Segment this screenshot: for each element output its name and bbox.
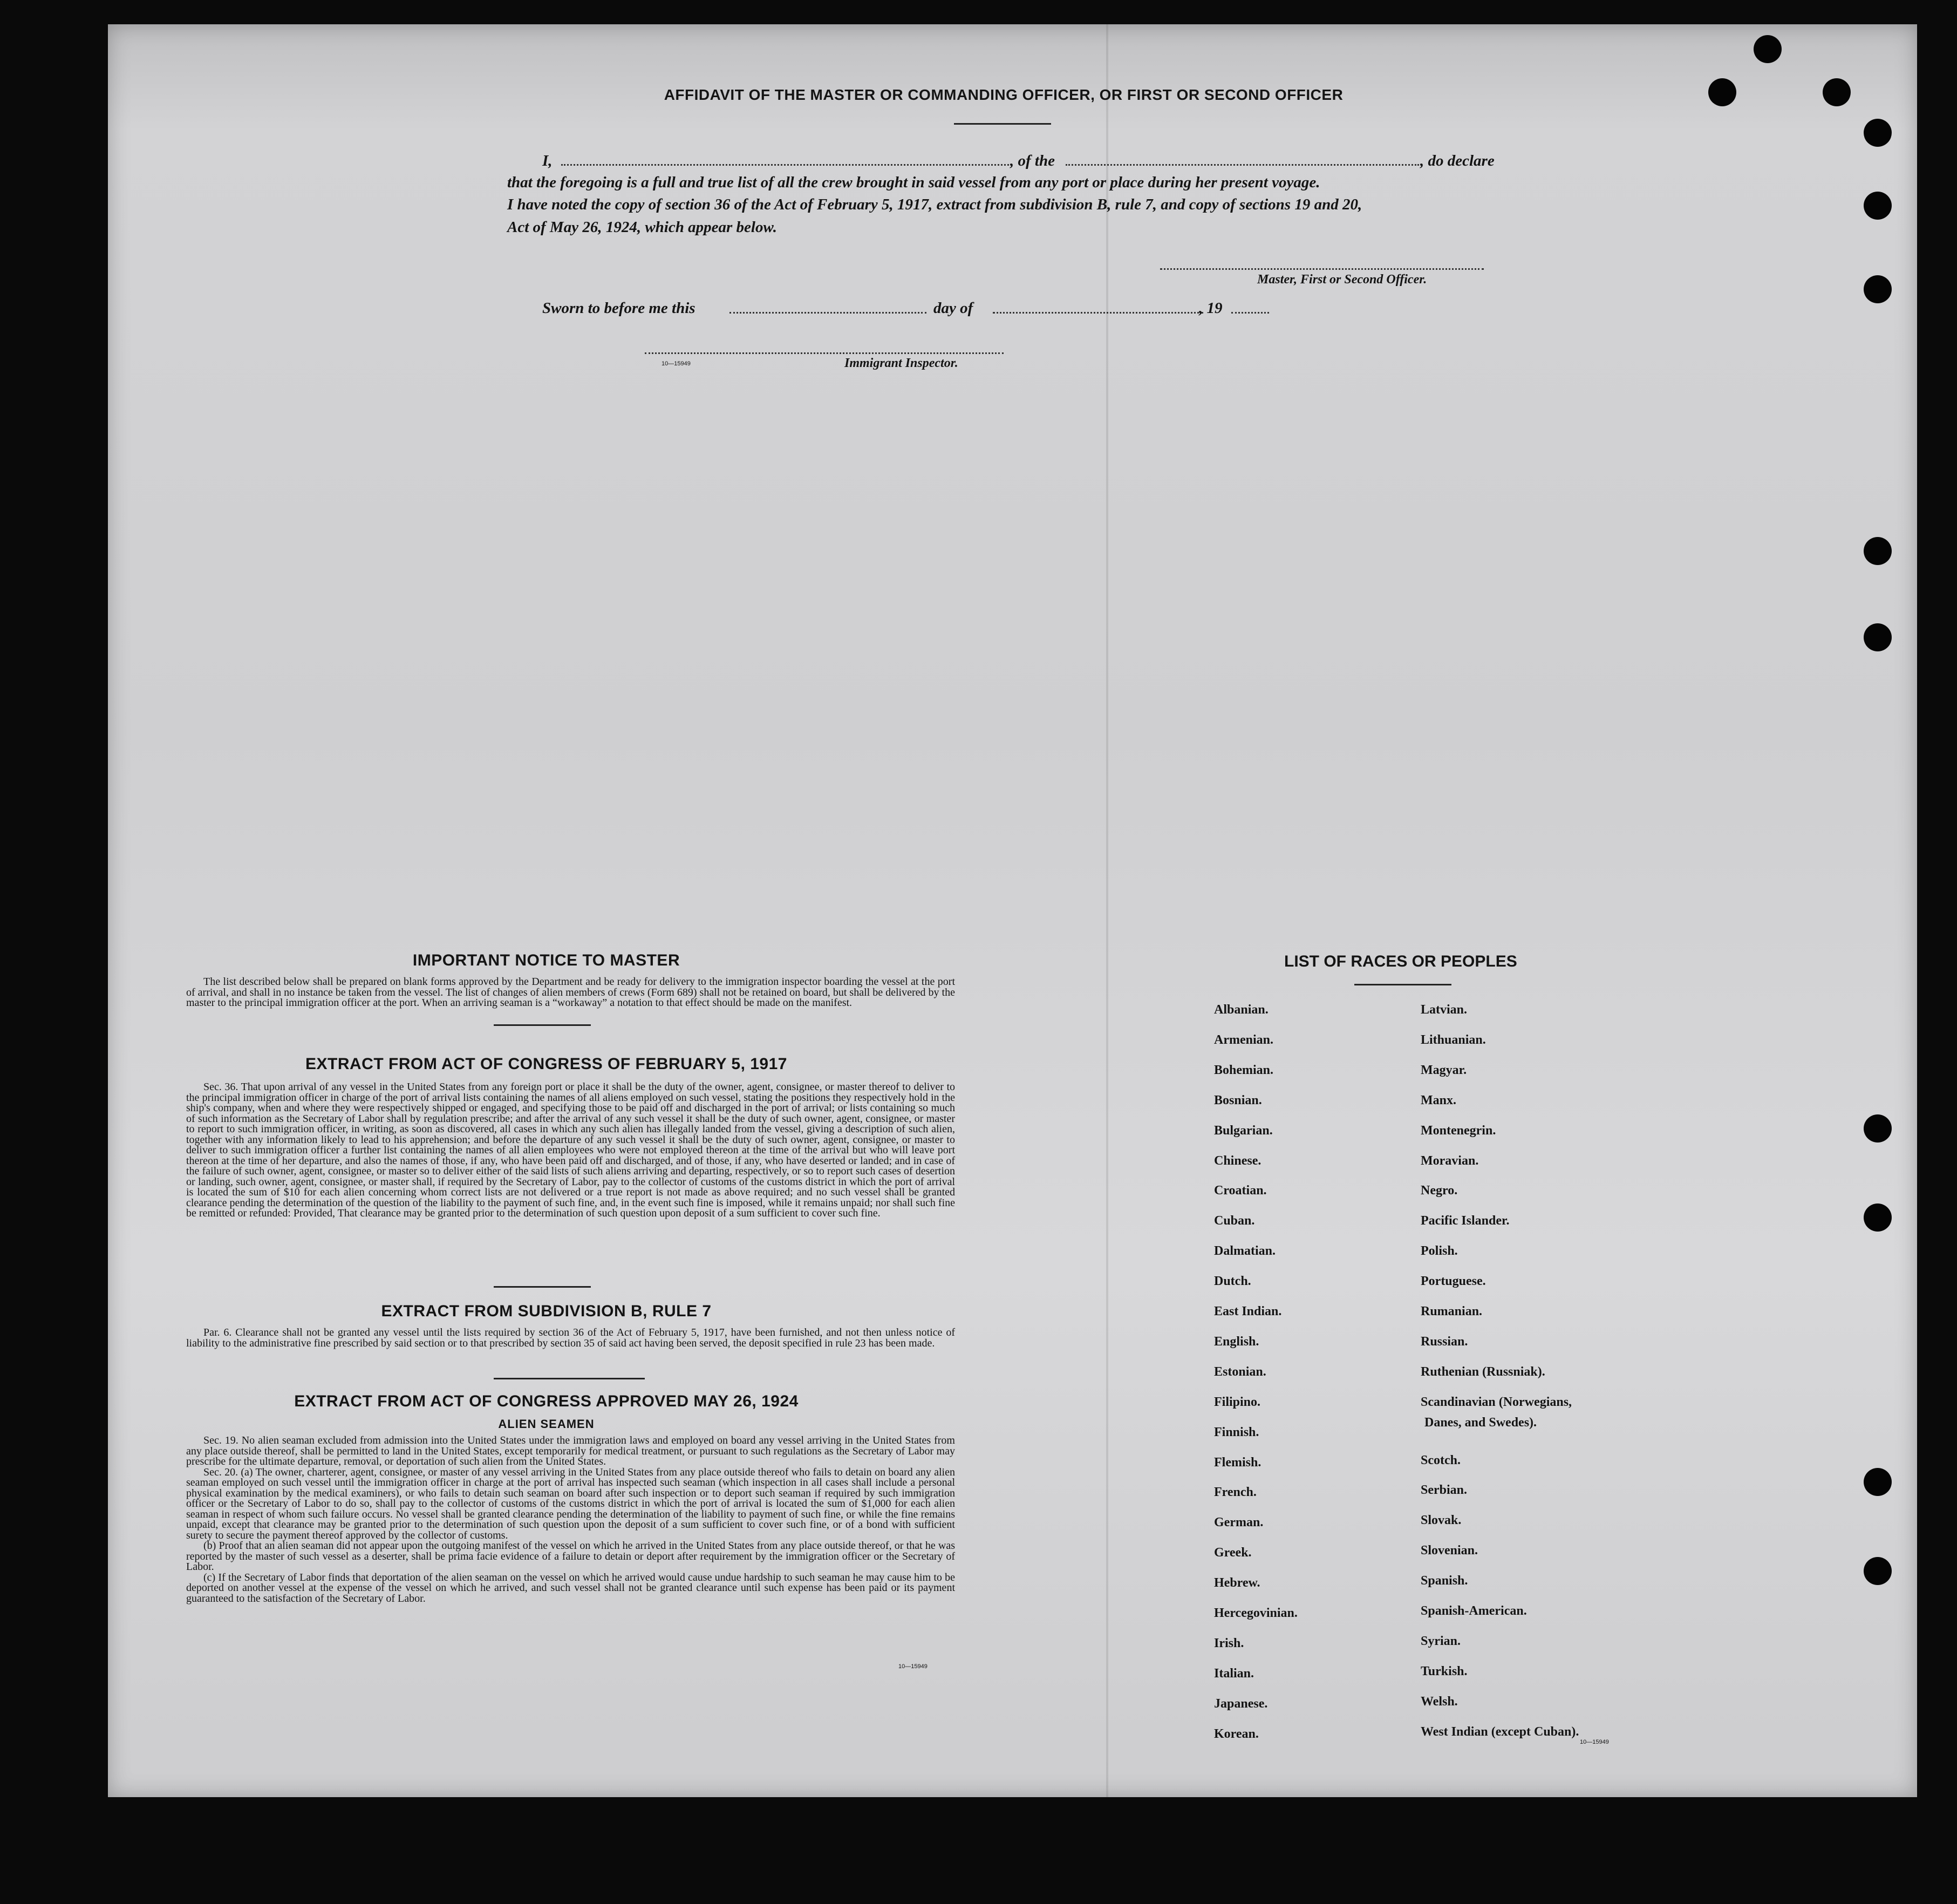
race-item: Korean. [1214,1726,1259,1741]
race-item: Negro. [1421,1184,1458,1198]
signature-label: Master, First or Second Officer. [1257,273,1427,287]
affidavit-title: AFFIDAVIT OF THE MASTER OR COMMANDING OFFICER, OR FIRST OR SECOND OFFICER [664,86,1344,103]
affidavit-line-2: that the foregoing is a full and true list of all the crew brought in said vessel from any port or place during her present voyage. [507,174,1320,191]
rule7-text [186,1328,955,1349]
race-item: Croatian. [1214,1184,1267,1198]
notice-paragraph: The list described below shall be prepared on blank forms approved by the Department and be ready for delivery to the immigration inspector boarding the vessel at the port of arrival, and shall in no instance be taken from the vessel. The list of changes of alien members of crews (Form 689) shall not be retained on board, but shall be delivered by the master to the principal immigration officer at the port. When an arriving seaman is a “workaway” a notation to that effect should be made on the manifest. [186,976,955,1009]
rule7-title: EXTRACT FROM SUBDIVISION B, RULE 7 [381,1302,712,1320]
month-blank [993,312,1203,314]
punch-hole [1864,1114,1892,1143]
punch-hole [1823,78,1851,106]
affidavit-i: I, [542,152,553,169]
punch-hole [1864,192,1892,220]
extract-1924-title: EXTRACT FROM ACT OF CONGRESS APPROVED MAY 26, 1924 [294,1392,799,1410]
race-item: Cuban. [1214,1214,1255,1228]
race-item: Moravian. [1421,1153,1479,1168]
extract-1917-title: EXTRACT FROM ACT OF CONGRESS OF FEBRUARY 5, 1917 [305,1055,787,1073]
section-20c-paragraph: (c) If the Secretary of Labor finds that deportation of the alien seaman on the vessel on which he arrived would cause undue hardship to such seaman he may cause him to be deported on another vessel at the expense of the vessel on which he arrived, and such vessel shall not be granted clearance until such expense has been paid or its payment guaranteed to the satisfaction of the Secretary of Labor. [186,1571,955,1604]
affidavit-of-the: , of the [1010,152,1055,169]
affidavit-line-4: Act of May 26, 1924, which appear below. [507,219,777,236]
notice-text [186,977,955,1009]
race-item: Scandinavian (Norwegians, [1421,1395,1572,1409]
extract-1924-text [186,1436,955,1604]
race-item: Montenegrin. [1421,1123,1496,1138]
notice-title: IMPORTANT NOTICE TO MASTER [412,951,680,969]
race-item: East Indian. [1214,1304,1282,1318]
race-item: Bosnian. [1214,1093,1262,1107]
punch-hole [1864,119,1892,147]
form-number-top: 10—15949 [662,361,691,367]
extract-1917-text [186,1082,955,1219]
form-number-left: 10—15949 [898,1663,928,1670]
section-20a-paragraph: Sec. 20. (a) The owner, charterer, agent, consignee, or master of any vessel arriving in the United States from any place outside thereof who fails to detain on board any alien seaman employed on such vessel until the immigration officer in charge at the port of arrival has inspected such seaman (which inspection in all cases shall include a personal physical examination by the medical examiners), or who fails to detain such seaman on board after such inspection or to deport such seaman if required by such immigration officer or the Secretary of Labor to do so, shall pay to the collector of customs of the customs district in which the port of arrival is located the sum of $1,000 for each alien seaman in respect of whom such failure occurs. No vessel shall be granted clearance pending the determination of the liability to payment of such fine, or while the fine remains unpaid, except that clearance may be granted prior to the determination of such question upon the deposit of a sum sufficient to cover such fine, or of a bond with sufficient surety to secure the payment thereof approved by the collector of customs. [186,1466,955,1541]
punch-hole [1864,275,1892,303]
fold-crease [1106,24,1108,1797]
race-item: Bulgarian. [1214,1123,1273,1138]
race-item: Armenian. [1214,1032,1273,1047]
rule7-rule [494,1378,645,1379]
section-36-paragraph: Sec. 36. That upon arrival of any vessel in the United States from any foreign port or place it shall be the duty of the owner, agent, consignee, or master thereof to deliver to the principal immigration officer in charge of the port of arrival lists containing the names of all aliens employed on such vessel, stating the positions they respectively hold in the ship's company, when and where they were respectively shipped or engaged, and specifying those to be paid off and discharged in the port of arrival; or lists containing so much of such information as the Secretary of Labor shall by regulation prescribe; and after the arrival of any such vessel it shall be the duty of such owner, agent, consignee, or master to report to such immigration officer, in writing, as soon as discovered, all cases in which any such alien has illegally landed from the vessel, giving a description of such alien, together with any information likely to lead to his apprehension; and before the departure of any such vessel it shall be the duty of such owner, agent, consignee, or master to deliver to such immigration officer a further list containing the names of all alien employees who were not employed thereon at the time of the arrival but who will leave port thereon at the time of her departure, and also the names of those, if any, who have been paid off and discharged, and of those, if any, who have deserted or landed; and in case of the failure of such owner, agent, consignee, or master so to deliver either of the said lists of such aliens arriving and departing, respectively, or so to report such cases of desertion or landing, such owner, agent, consignee, or master shall, if required by the Secretary of Labor, pay to the collector of customs of the customs district in which the port of arrival is located the sum of $10 for each alien concerning whom correct lists are not delivered or a true report is not made as above required; and no such vessel shall be granted clearance pending the determination of the question of the liability to the payment of such fine, and, in the event such fine is imposed, while it remains unpaid; nor shall such fine be remitted or refunded: Provided, That clearance may be granted prior to the determination of such question upon deposit of a sum sufficient to cover such fine. [186,1081,955,1219]
punch-hole [1864,537,1892,565]
race-item: Irish. [1214,1636,1244,1650]
race-item: French. [1214,1485,1257,1500]
races-rule [1354,984,1451,985]
rule7-paragraph: Par. 6. Clearance shall not be granted any vessel until the lists required by section 36 of the Act of February 5, 1917, have been furnished, and not then unless notice of liability to the administrative fine prescribed by said section or to that prescribed by section 35 of said act having been served, the deposit specified in rule 23 has been made. [186,1327,955,1349]
sworn-label: Sworn to before me this [542,300,695,317]
title-rule [954,123,1051,125]
race-item: Spanish-American. [1421,1604,1527,1618]
punch-hole [1864,1468,1892,1496]
race-item: Ruthenian (Russniak). [1421,1364,1545,1379]
punch-hole [1754,35,1782,63]
extract-1917-rule [494,1286,591,1288]
signature-blank [1160,268,1484,270]
race-item: Magyar. [1421,1063,1467,1077]
race-item: Rumanian. [1421,1304,1483,1318]
alien-seamen-subtitle: ALIEN SEAMEN [498,1417,595,1431]
year-blank [1231,312,1269,314]
race-item: Syrian. [1421,1634,1461,1648]
day-of-label: day of [933,300,973,317]
year-label: , 19 [1199,300,1223,317]
race-item: English. [1214,1334,1259,1349]
race-item: Greek. [1214,1546,1252,1560]
punch-hole [1864,1557,1892,1585]
race-item: Finnish. [1214,1425,1259,1439]
races-title: LIST OF RACES OR PEOPLES [1284,953,1517,970]
race-item: Scotch. [1421,1453,1461,1467]
sworn-day-blank [729,312,926,314]
inspector-label: Immigrant Inspector. [844,356,958,370]
name-blank [561,164,1009,166]
race-item: Flemish. [1214,1455,1262,1470]
race-item: Serbian. [1421,1483,1468,1498]
race-scandinavian-continued: Danes, and Swedes). [1424,1416,1537,1430]
form-number-right: 10—15949 [1580,1739,1609,1745]
race-item: Portuguese. [1421,1274,1486,1289]
race-item: Spanish. [1421,1574,1468,1588]
section-19-paragraph: Sec. 19. No alien seaman excluded from admission into the United States under the immigration laws and employed on board any vessel arriving in the United States from any place outside thereof, shall be permitted to land in the United States, except temporarily for medical treatment, or pursuant to such regulations as the Secretary of Labor may prescribe for the ultimate departure, removal, or deportation of such alien from the United States. [186,1434,955,1467]
race-item: Chinese. [1214,1153,1262,1168]
race-item: Filipino. [1214,1395,1261,1409]
race-item: Turkish. [1421,1664,1468,1678]
race-item: German. [1214,1515,1264,1530]
race-item: Lithuanian. [1421,1032,1486,1047]
race-item: Pacific Islander. [1421,1214,1510,1228]
punch-hole [1864,623,1892,651]
inspector-blank [645,352,1004,354]
race-item: Hercegovinian. [1214,1606,1298,1620]
race-item: Dutch. [1214,1274,1251,1289]
punch-hole [1864,1203,1892,1232]
affidavit-do-declare: , do declare [1420,152,1495,169]
race-item: Dalmatian. [1214,1244,1276,1259]
race-item: Latvian. [1421,1003,1468,1017]
race-item: Slovak. [1421,1513,1462,1528]
section-20b-paragraph: (b) Proof that an alien seaman did not appear upon the outgoing manifest of the vessel on which he arrived in the United States from any place outside thereof, or that he was reported by the master of such vessel as a deserter, shall be prima facie evidence of a failure to detain or deport after requirement by the immigration officer or the Secretary of Labor. [186,1540,955,1573]
punch-hole [1708,78,1736,106]
race-item: West Indian (except Cuban). [1421,1724,1579,1739]
race-item: Slovenian. [1421,1543,1478,1558]
vessel-blank [1066,164,1419,166]
race-item: Russian. [1421,1334,1468,1349]
race-item: Albanian. [1214,1003,1269,1017]
affidavit-line-3: I have noted the copy of section 36 of the Act of February 5, 1917, extract from subdivision B, rule 7, and copy of sections 19 and 20, [507,196,1362,213]
race-item: Bohemian. [1214,1063,1274,1077]
race-item: Polish. [1421,1244,1458,1259]
notice-rule [494,1024,591,1026]
race-item: Hebrew. [1214,1576,1260,1590]
race-item: Welsh. [1421,1694,1458,1709]
race-item: Japanese. [1214,1696,1268,1711]
race-item: Manx. [1421,1093,1456,1107]
race-item: Italian. [1214,1666,1254,1681]
race-item: Estonian. [1214,1364,1266,1379]
